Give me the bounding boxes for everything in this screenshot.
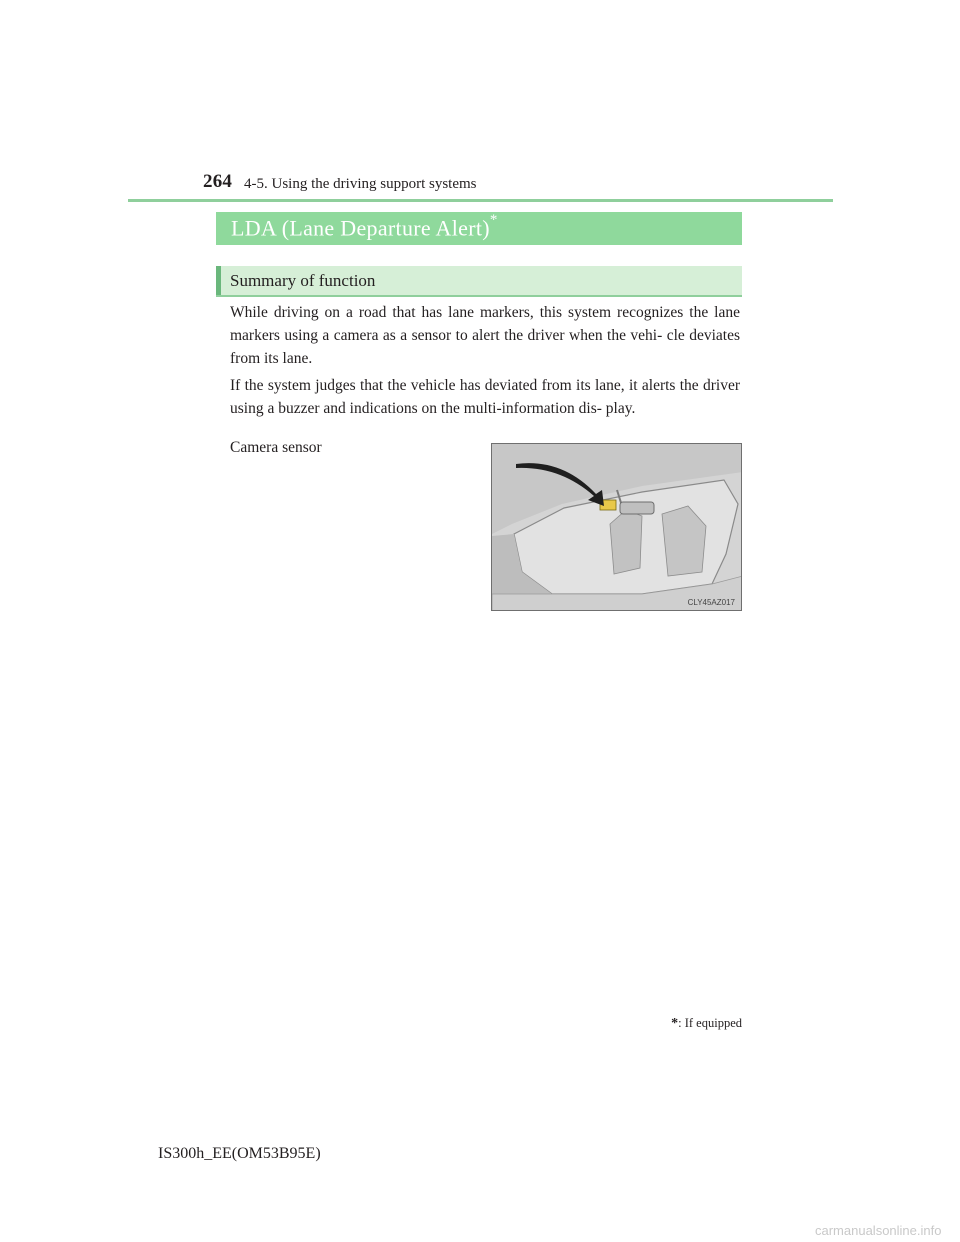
paragraph-2: If the system judges that the vehicle has deviated from its lane, it alerts the driver using a buzzer and indications on the multi-information dis- play. [230,377,740,417]
camera-sensor-figure [491,443,742,611]
figure-caption: Camera sensor [230,439,322,456]
seat-left [610,510,642,574]
equipment-marker: * [489,212,498,229]
windshield-illustration [492,444,742,611]
footnote-marker: * [671,1016,679,1031]
page-title [231,212,498,241]
page-number: 264 [203,171,233,192]
figure-code: CLY45AZ017 [687,598,735,607]
rear-view-mirror [620,502,654,514]
section-title: 4-5. Using the driving support systems [244,176,477,192]
title-bar [216,212,742,245]
subtitle-accent [216,266,221,295]
footnote [671,1016,742,1032]
page-title-text: LDA (Lane Departure Alert) [231,215,490,241]
footnote-text: : If equipped [678,1016,742,1030]
paragraph-1: While driving on a road that has lane markers, this system recognizes the lane markers using a camera as a sensor to alert the driver when the vehi- cle deviates from its lane. [230,304,740,367]
watermark[interactable]: carmanualsonline.info [815,1223,942,1238]
subtitle-text: Summary of function [230,270,376,290]
model-code: IS300h_EE(OM53B95E) [158,1145,321,1162]
header-rule [128,199,833,202]
subtitle-bar [216,266,742,297]
